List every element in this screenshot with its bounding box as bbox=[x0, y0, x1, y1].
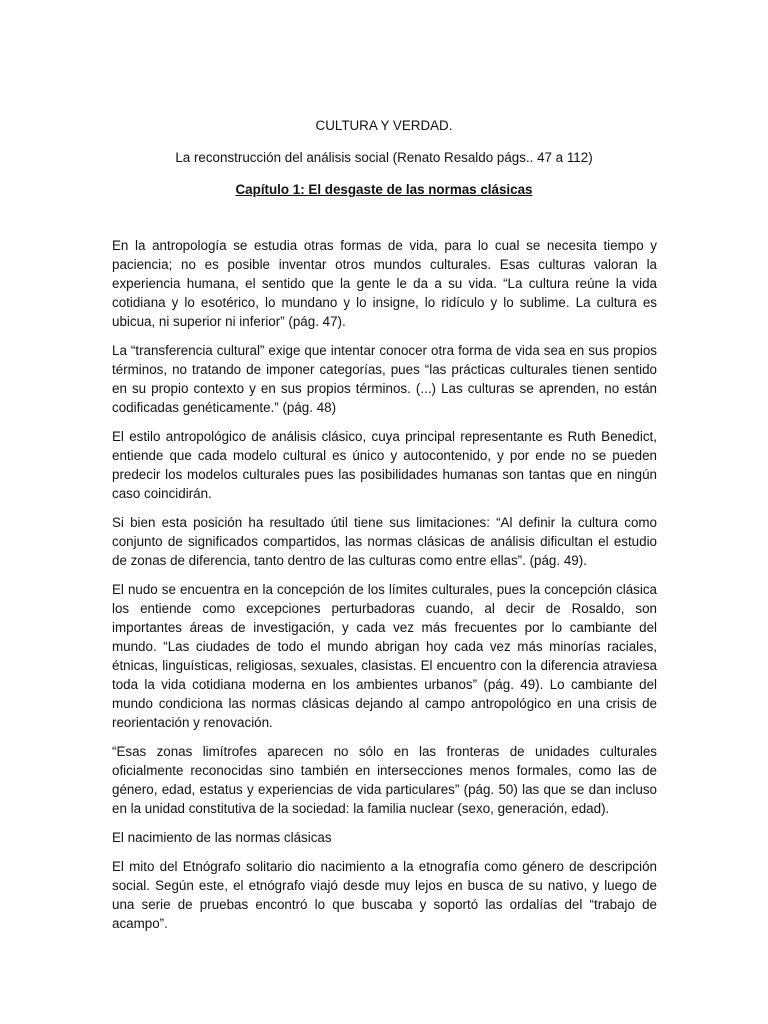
paragraph: Si bien esta posición ha resultado útil tiene sus limitaciones: “Al definir la cultura como conjunto de significados compartidos, las normas clásicas de análisis dificultan el estudio de zonas de diferencia, tanto dentro de las culturas como entre ellas”. (pág. 49). bbox=[112, 515, 657, 568]
chapter-heading-text: Capítulo 1: El desgaste de las normas clásicas bbox=[235, 182, 533, 197]
paragraph: El mito del Etnógrafo solitario dio nacimiento a la etnografía como género de descripción social. Según este, el etnógrafo viajó desde muy lejos en busca de su nativo, y luego de una serie de pruebas encontró lo que buscaba y soportó las ordalías del “trabajo de acampo”. bbox=[112, 859, 657, 931]
document-body bbox=[112, 236, 657, 943]
paragraph: El nudo se encuentra en la concepción de los límites culturales, pues la concepción clásica los entiende como excepciones perturbadoras cuando, al decir de Rosaldo, son importantes áreas de investigación, y cada vez más frecuentes por lo cambiante del mundo. “Las ciudades de todo el mundo abrigan hoy cada vez más minorías raciales, étnicas, linguísticas, religiosas, sexuales, clasistas. El encuentro con la diferencia atraviesa toda la vida cotidiana moderna en los ambientes urbanos” (pág. 49). Lo cambiante del mundo condiciona las normas clásicas dejando al campo antropológico en una crisis de reorientación y renovación. bbox=[112, 582, 657, 730]
paragraph: La “transferencia cultural” exige que intentar conocer otra forma de vida sea en sus propios términos, no tratando de imponer categorías, pues “las prácticas culturales tienen sentido en su propio contexto y en sus propios términos. (...) Las culturas se aprenden, no están codificadas genéticamente.” (pág. 48) bbox=[112, 343, 657, 415]
chapter-heading bbox=[0, 182, 768, 198]
paragraph: “Esas zonas limítrofes aparecen no sólo en las fronteras de unidades culturales oficialmente reconocidas sino también en intersecciones menos formales, como las de género, edad, estatus y experiencias de vida particulares” (pág. 50) las que se dan incluso en la unidad constitutiva de la sociedad: la familia nuclear (sexo, generación, edad). bbox=[112, 744, 657, 816]
section-heading: El nacimiento de las normas clásicas bbox=[112, 830, 332, 845]
document-subtitle: La reconstrucción del análisis social (Renato Resaldo págs.. 47 a 112) bbox=[175, 150, 593, 165]
paragraph: El estilo antropológico de análisis clásico, cuya principal representante es Ruth Benedict, entiende que cada modelo cultural es único y autocontenido, y por ende no se pueden predecir los modelos culturales pues las posibilidades humanas son tantas que en ningún caso coincidirán. bbox=[112, 429, 657, 501]
paragraph: En la antropología se estudia otras formas de vida, para lo cual se necesita tiempo y paciencia; no es posible inventar otros mundos culturales. Esas culturas valoran la experiencia humana, el sentido que la gente le da a su vida. “La cultura reúne la vida cotidiana y lo esotérico, lo mundano y lo insigne, lo ridículo y lo sublime. La cultura es ubicua, ni superior ni inferior” (pág. 47). bbox=[112, 238, 657, 329]
document-title: CULTURA Y VERDAD. bbox=[315, 118, 453, 133]
